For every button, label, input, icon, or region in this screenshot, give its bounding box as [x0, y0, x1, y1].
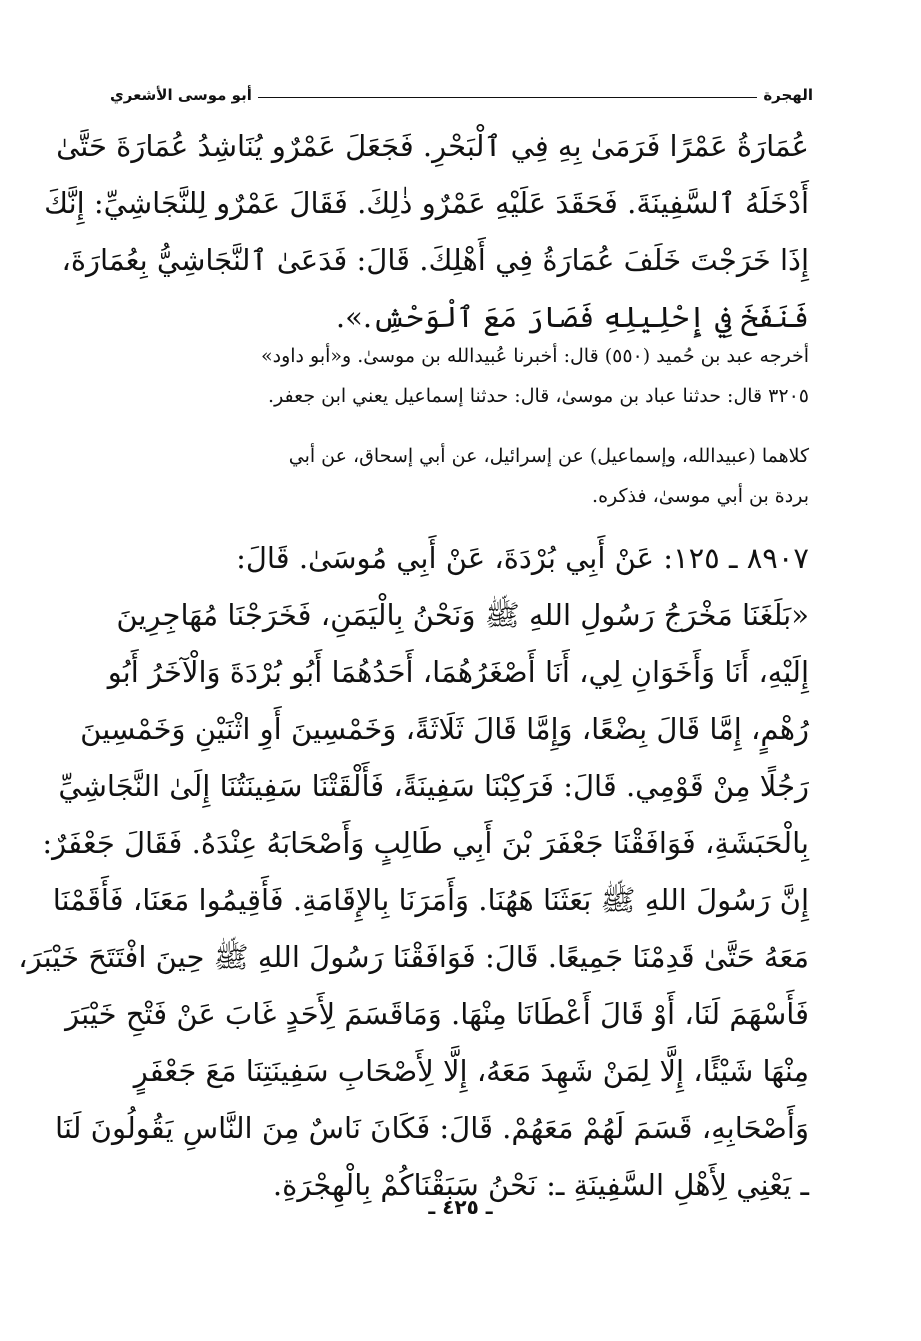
text-line: وَأَصْحَابِهِ، قَسَمَ لَهُمْ مَعَهُمْ. قَالَ: فَكَانَ نَاسٌ مِنَ النَّاسِ يَقُولُونَ لَنَا [55, 1111, 809, 1145]
text-line: رَجُلًا مِنْ قَوْمِي. قَالَ: فَرَكِبْنَا سَفِينَةً، فَأَلْقَتْنَا سَفِينَتُنَا إِلَىٰ النَّجَاشِيِّ [58, 769, 809, 803]
note-line: بردة بن أبي موسىٰ، فذكره. [592, 485, 809, 507]
text-line: أَدْخَلَهُ ٱلسَّفِينَةَ. فَحَقَدَ عَلَيْهِ عَمْرٌو ذٰلِكَ. فَقَالَ عَمْرٌو لِلنَّجَاشِيِّ: إِنَّكَ [44, 186, 809, 220]
text-line: إِلَيْهِ، أَنَا وَأَخَوَانِ لِي، أَنَا أَصْغَرُهُمَا، أَحَدُهُمَا أَبُو بُرْدَةَ وَالْآخَرُ أَبُو [107, 655, 809, 689]
header-section-title: الهجرة [763, 86, 813, 104]
text-line: ـ يَعْنِي لِأَهْلِ السَّفِينَةِ ـ: نَحْنُ سَبَقْنَاكُمْ بِالْهِجْرَةِ. [272, 1168, 809, 1202]
text-line: إِنَّ رَسُولَ اللهِ ﷺ بَعَثَنَا هَهُنَا. وَأَمَرَنَا بِالإِقَامَةِ. فَأَقِيمُوا مَعَنَا، فَأَقَمْنَا [52, 883, 809, 917]
takhrij-note-2 [120, 436, 809, 516]
note-line: كلاهما (عبيدالله، وإسماعيل) عن إسرائيل، عن أبي إسحاق، عن أبي [288, 445, 809, 467]
text-line: فَأَسْهَمَ لَنَا، أَوْ قَالَ أَعْطَانَا مِنْهَا. وَمَاقَسَمَ لِأَحَدٍ غَابَ عَنْ فَتْحِ خَيْبَرَ [65, 997, 809, 1031]
note-line: ٣٢٠٥ قال: حدثنا عباد بن موسىٰ، قال: حدثنا إسماعيل يعني ابن جعفر. [268, 385, 809, 407]
header-author-name: أبو موسى الأشعري [110, 86, 252, 104]
text-line: مِنْهَا شَيْئًا، إِلَّا لِمَنْ شَهِدَ مَعَهُ، إِلَّا لِأَصْحَابِ سَفِينَتِنَا مَعَ جَعْفَرٍ [133, 1054, 809, 1088]
note-line: أخرجه عبد بن حُميد (٥٥٠) قال: أخبرنا عُبيدالله بن موسىٰ. و«أبو داود» [260, 345, 809, 367]
text-line: عُمَارَةُ عَمْرًا فَرَمَىٰ بِهِ فِي ٱلْبَحْرِ. فَجَعَلَ عَمْرٌو يُنَاشِدُ عُمَارَةَ حَتَّىٰ [56, 129, 809, 163]
page-number: ـ ٤٢٥ ـ [428, 1195, 493, 1219]
header-rule [258, 97, 757, 98]
text-line: إِذَا خَرَجْتَ خَلَفَ عُمَارَةُ فِي أَهْلِكَ. قَالَ: فَدَعَىٰ ٱلنَّجَاشِيُّ بِعُمَارَةَ، [61, 243, 809, 277]
hadith-8907 [18, 530, 809, 1214]
hadith-heading: ٨٩٠٧ ـ ١٢٥: عَنْ أَبِي بُرْدَةَ، عَنْ أَبِي مُوسَىٰ. قَالَ: [236, 541, 809, 575]
hadith-text-continuation [44, 118, 809, 346]
text-line: «بَلَغَنَا مَخْرَجُ رَسُولِ اللهِ ﷺ وَنَحْنُ بِالْيَمَنِ، فَخَرَجْنَا مُهَاجِرِينَ [116, 598, 809, 632]
text-line: رُهْمٍ، إِمَّا قَالَ بِضْعًا، وَإِمَّا قَالَ ثَلَاثَةً، وَخَمْسِينَ أَوِ اثْنَيْنِ وَخَمْسِينَ [80, 712, 809, 746]
text-line: بِالْحَبَشَةِ، فَوَافَقْنَا جَعْفَرَ بْنَ أَبِي طَالِبٍ وَأَصْحَابَهُ عِنْدَهُ. فَقَالَ جَعْفَرٌ: [42, 826, 809, 860]
text-line: فَنَفَخَ فِي إِحْلِيلِهِ فَصَارَ مَعَ ٱلْوَحْشِ.». [335, 300, 809, 334]
takhrij-note-1 [120, 336, 809, 416]
running-header [110, 70, 813, 104]
text-line: مَعَهُ حَتَّىٰ قَدِمْنَا جَمِيعًا. قَالَ: فَوَافَقْنَا رَسُولَ اللهِ ﷺ حِينَ افْتَتَحَ خَيْبَرَ، [18, 940, 809, 974]
